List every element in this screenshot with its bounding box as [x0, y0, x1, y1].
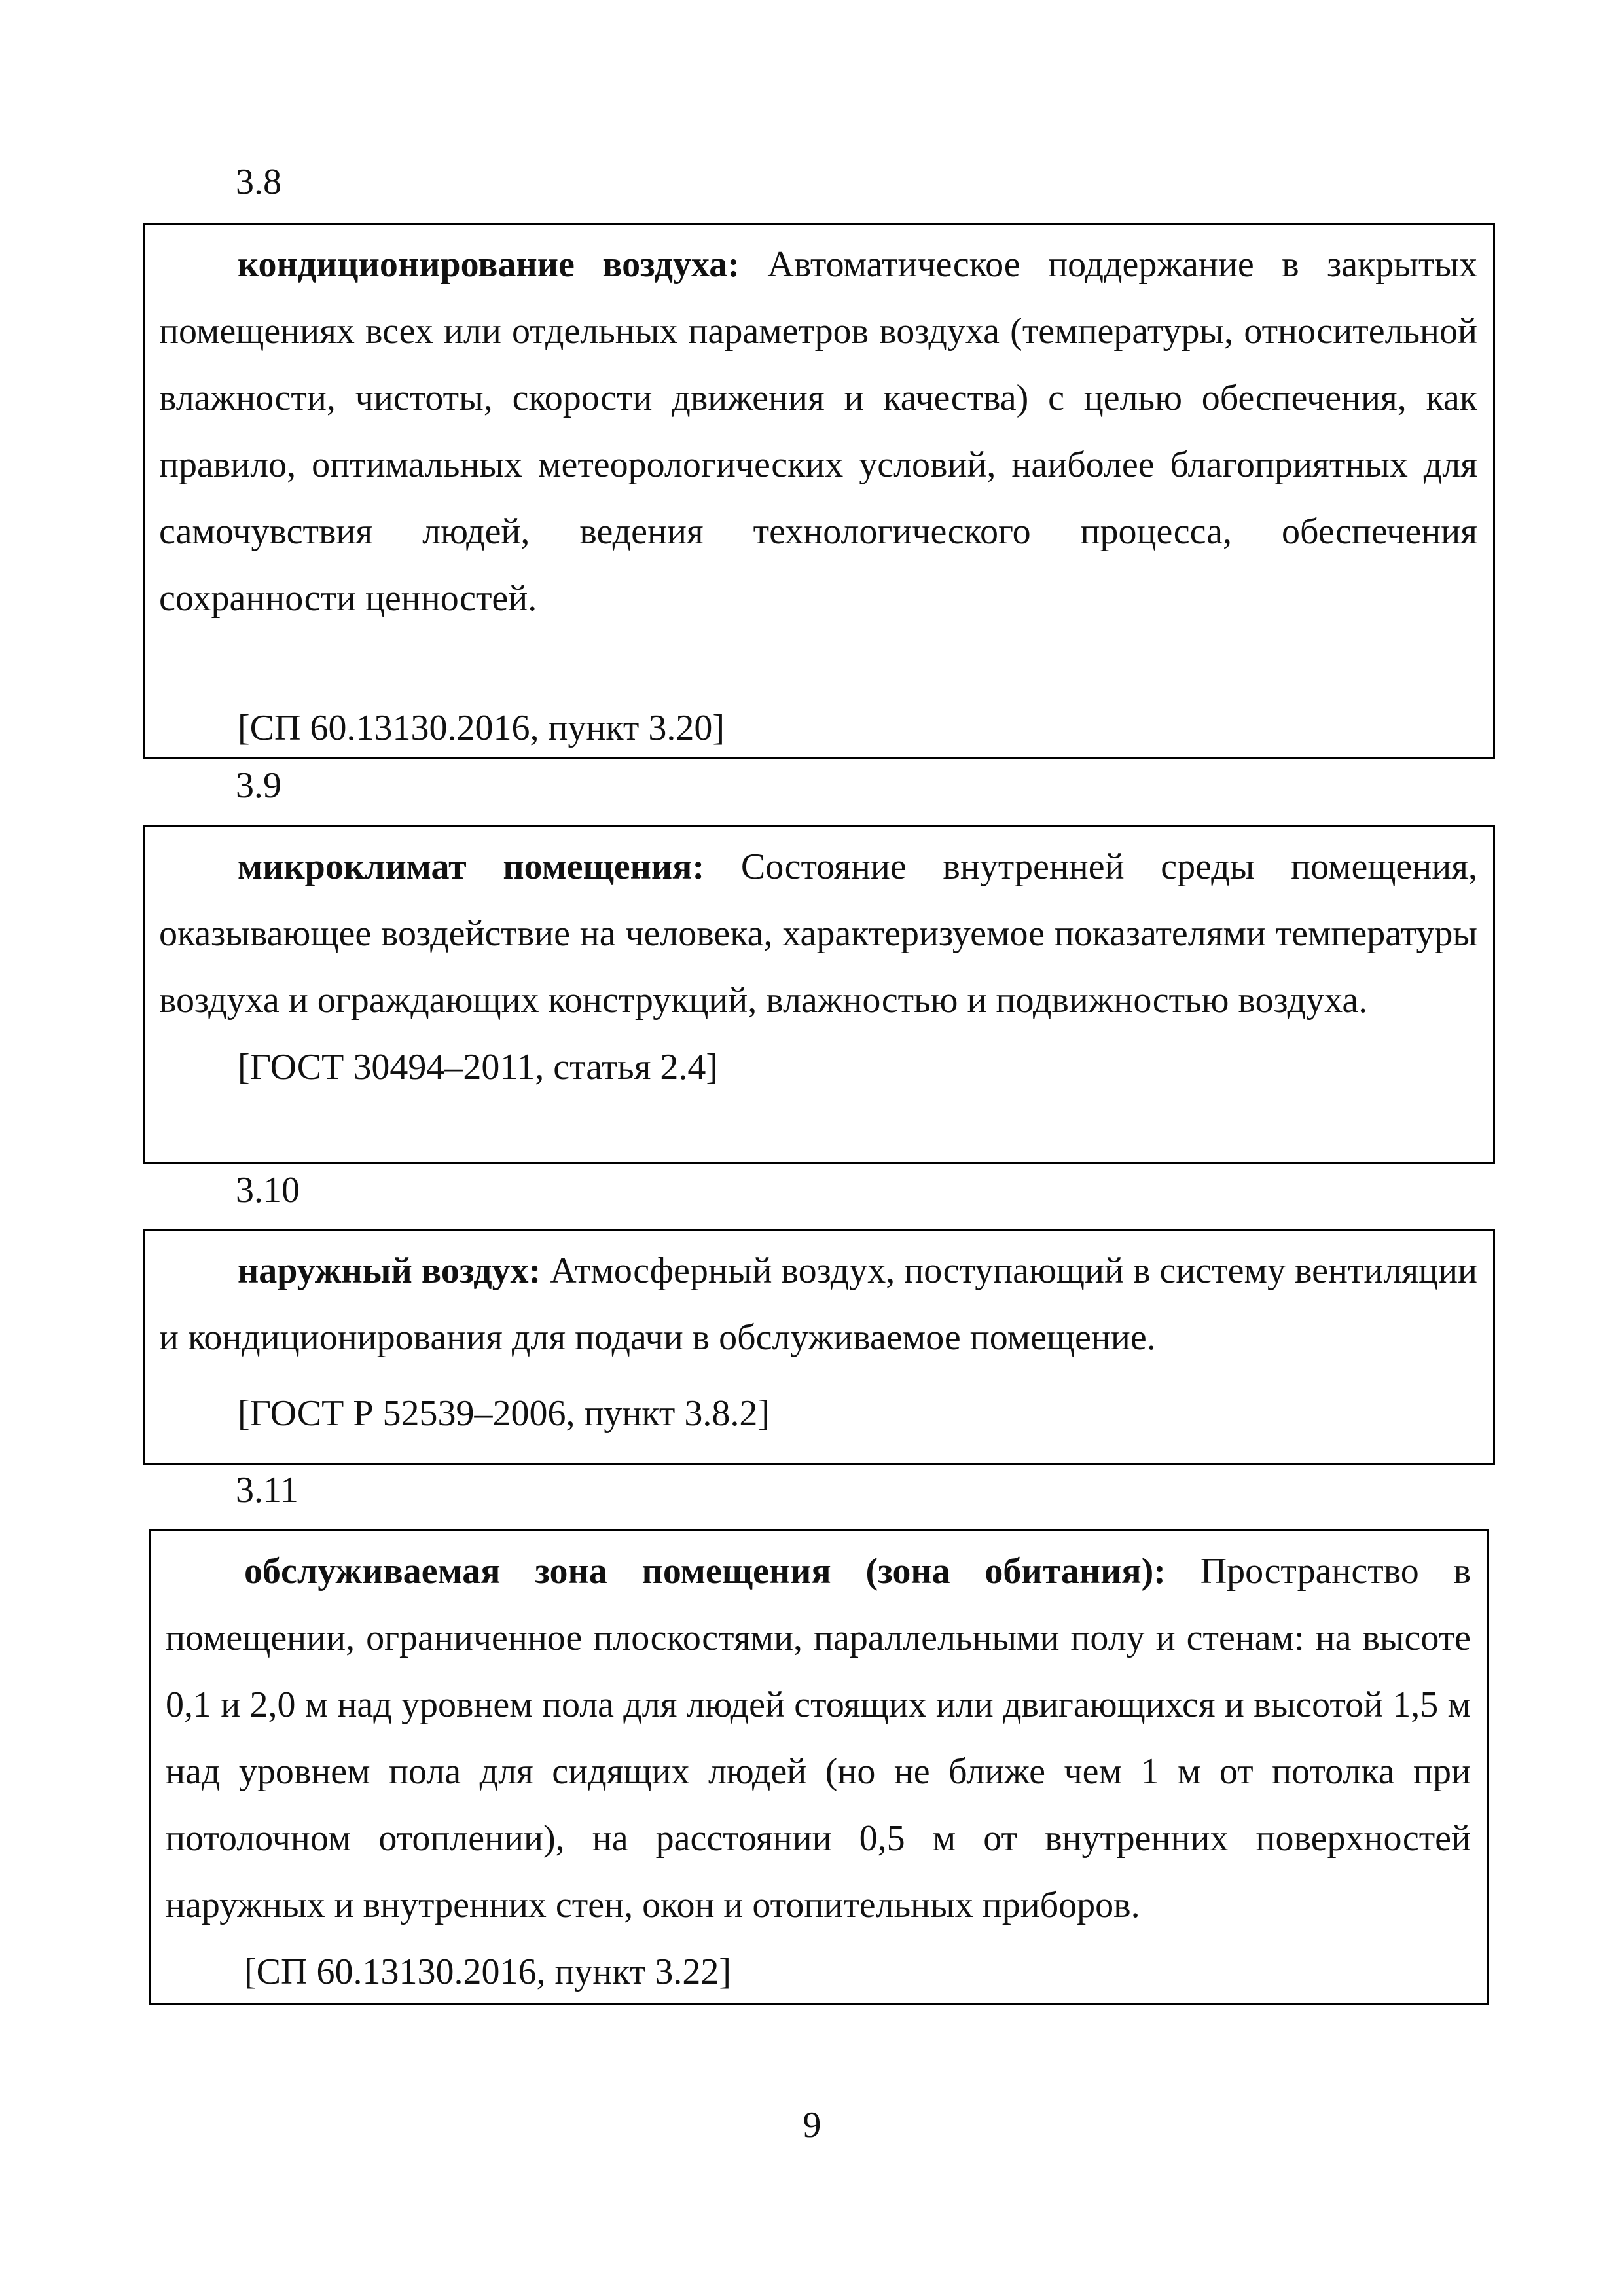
- definition-text: [159, 231, 1477, 632]
- definition-box-3-8: [143, 223, 1495, 759]
- entry-number-3-8: 3.8: [236, 162, 281, 202]
- term-label: микроклимат помещения:: [238, 847, 705, 887]
- definition-text: [159, 1237, 1477, 1371]
- source-reference: [ГОСТ Р 52539–2006, пункт 3.8.2]: [238, 1393, 770, 1434]
- definition-box-3-10: [143, 1229, 1495, 1465]
- definition-body: Пространство в помещении, ограниченное плоскостями, параллельными полу и стенам: на высоте 0,1 и 2,0 м над уровнем пола для людей стоящих или двигающихся и высотой 1,5 м над уровнем пола для сидящих людей (но не ближе чем 1 м от потолка при потолочном отоплении), на расстоянии 0,5 м от внутренних поверхностей наружных и внутренних стен, окон и отопительных приборов.: [166, 1551, 1471, 1925]
- source-reference: [СП 60.13130.2016, пункт 3.20]: [238, 708, 725, 748]
- term-label: кондиционирование воздуха:: [238, 244, 740, 285]
- source-reference: [СП 60.13130.2016, пункт 3.22]: [244, 1952, 731, 1992]
- definition-body: Автоматическое поддержание в закрытых помещениях всех или отдельных параметров воздуха (температуры, относительной влажности, чистоты, скорости движения и качества) с целью обеспечения, как правило, оптимальных метеорологических условий, наиболее благоприятных для самочувствия людей, ведения технологического процесса, обеспечения сохранности ценностей.: [159, 244, 1477, 619]
- term-label: наружный воздух:: [238, 1250, 541, 1291]
- definition-body: Состояние внутренней среды помещения, оказывающее воздействие на человека, характеризуемое показателями температуры воздуха и ограждающих конструкций, влажностью и подвижностью воздуха.: [159, 847, 1477, 1021]
- definition-text: [159, 833, 1477, 1034]
- definition-text: [166, 1538, 1471, 1939]
- definition-box-3-11: [149, 1529, 1489, 2005]
- definition-body: Атмосферный воздух, поступающий в систему вентиляции и кондиционирования для подачи в обслуживаемое помещение.: [159, 1250, 1478, 1358]
- page-number: 9: [803, 2105, 821, 2145]
- definition-box-3-9: [143, 825, 1495, 1164]
- entry-number-3-10: 3.10: [236, 1170, 300, 1211]
- entry-number-3-11: 3.11: [236, 1470, 298, 1510]
- entry-number-3-9: 3.9: [236, 765, 281, 806]
- term-label: обслуживаемая зона помещения (зона обитания):: [244, 1551, 1166, 1592]
- source-reference: [ГОСТ 30494–2011, статья 2.4]: [238, 1047, 719, 1087]
